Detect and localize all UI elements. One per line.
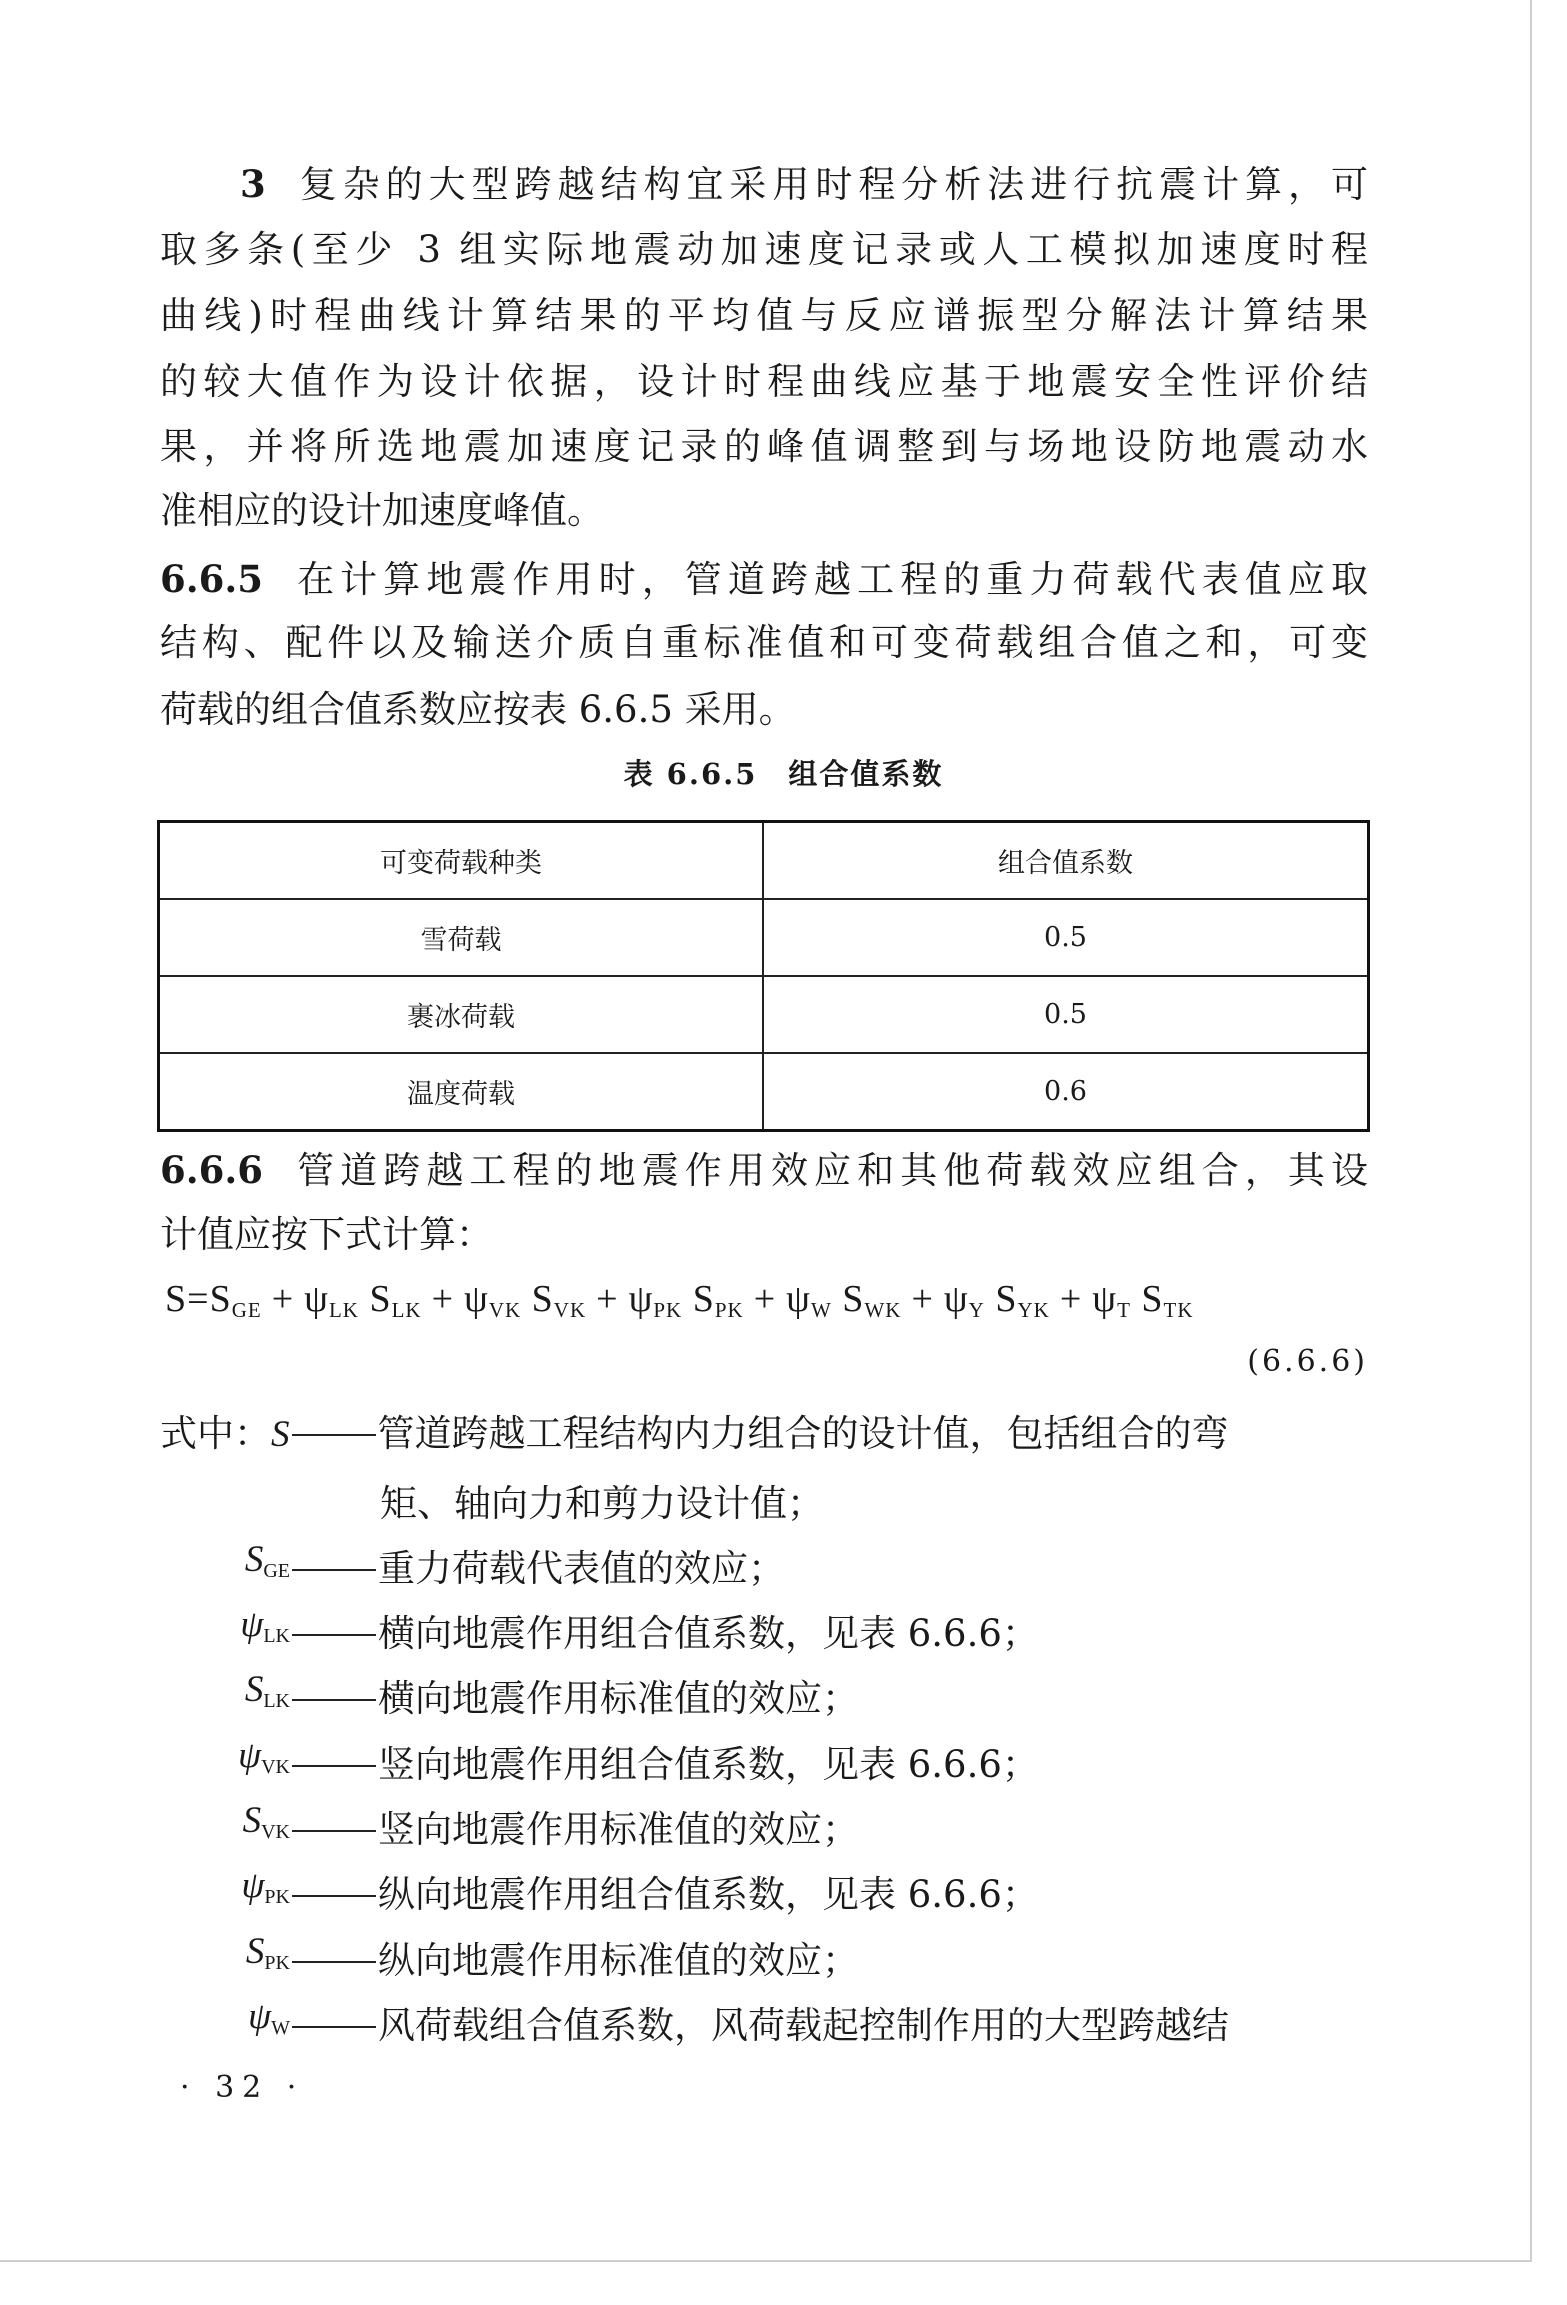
combination-coefficient-table (157, 820, 1370, 1132)
em-dash (292, 1765, 376, 1767)
text: 横向地震作用标准值的效应； (378, 1677, 859, 1720)
section-665-line-1 (160, 554, 1368, 604)
em-dash (292, 2026, 376, 2028)
text: 竖向地震作用组合值系数，见表 6.6.6； (378, 1743, 1039, 1786)
symbol-psi-pk: $\psi_{PK}$ (241, 1865, 290, 1908)
text: 纵向地震作用标准值的效应； (378, 1939, 859, 1982)
table-caption: 表 6.6.5 组合值系数 (623, 757, 944, 791)
table-row (159, 976, 1369, 1053)
symbol-S: S (271, 1414, 290, 1455)
em-dash (292, 1569, 376, 1571)
definition-text (290, 1864, 1039, 1918)
header-cell: 可变荷载种类 (159, 822, 764, 900)
em-dash (292, 1634, 376, 1636)
definition-text (290, 1930, 859, 1984)
definition-text (290, 1799, 859, 1853)
section-number: 6.6.6 (160, 1148, 263, 1192)
page-edge-right (1530, 0, 1532, 2262)
section-665-line-3: 荷载的组合值系数应按表 6.6.5 采用。 (160, 688, 796, 731)
definition-text (290, 1603, 1039, 1657)
clause-number: 3 (240, 162, 266, 206)
text: 重力荷载代表值的效应； (378, 1547, 785, 1590)
definition-text (290, 1538, 785, 1592)
symbol-psi-vk: $\psi_{VK}$ (238, 1735, 290, 1778)
section-665-line-2: 结构、配件以及输送介质自重标准值和可变荷载组合值之和，可变 (160, 621, 1368, 664)
em-dash (292, 1699, 376, 1701)
text: 纵向地震作用组合值系数，见表 6.6.6； (378, 1873, 1039, 1916)
equation-number: (6.6.6) (1247, 1344, 1368, 1379)
definition-text (290, 1734, 1039, 1788)
table-row (159, 1053, 1369, 1131)
where-S-line-1 (160, 1409, 1368, 1459)
table-header-row (159, 822, 1369, 900)
symbol-S-lk: $S_{LK}$ (244, 1669, 290, 1712)
header-cell: 组合值系数 (763, 822, 1369, 900)
symbol-S-pk: $S_{PK}$ (245, 1931, 290, 1974)
table-row (159, 899, 1369, 976)
text: 管道跨越工程的地震作用效应和其他荷载效应组合，其设 (291, 1149, 1368, 1192)
section-666-line-1 (160, 1145, 1368, 1195)
combination-formula: $S=S_{GE} + \psi_{LK}$ $S_{LK} + \psi_{VK}$ $S_{VK} + \psi_{PK}$ $S_{PK} + \psi_W$ $S_{WK} + \psi_Y$ $S_{YK} + \psi_T$ $S_{TK}$ (165, 1278, 1194, 1322)
em-dash (292, 1895, 376, 1897)
symbol-psi-lk: $\psi_{LK}$ (240, 1604, 290, 1647)
definition-text (290, 1668, 859, 1722)
text: 风荷载组合值系数，风荷载起控制作用的大型跨越结 (378, 2004, 1229, 2047)
text: 横向地震作用组合值系数，见表 6.6.6； (378, 1612, 1039, 1655)
clause-3-line-3: 曲线)时程曲线计算结果的平均值与反应谱振型分解法计算结果 (160, 294, 1368, 337)
coefficient-cell: 0.5 (763, 976, 1369, 1053)
load-type-cell: 裹冰荷载 (159, 976, 764, 1053)
em-dash (292, 1830, 376, 1832)
where-prefix: 式中： (160, 1412, 271, 1455)
section-666-line-2: 计值应按下式计算： (160, 1213, 493, 1256)
text: 复杂的大型跨越结构宜采用时程分析法进行抗震计算，可 (293, 163, 1368, 206)
coefficient-cell: 0.5 (763, 899, 1369, 976)
symbol-psi-w: $\psi_W$ (248, 1996, 290, 2039)
load-type-cell: 温度荷载 (159, 1053, 764, 1131)
em-dash (292, 1961, 376, 1963)
symbol-S-vk: $S_{VK}$ (242, 1800, 290, 1843)
page-edge-bottom (0, 2260, 1532, 2262)
text: 在计算地震作用时，管道跨越工程的重力荷载代表值应取 (291, 558, 1368, 601)
page-number: · 32 · (180, 2070, 305, 2105)
text: 管道跨越工程结构内力组合的设计值，包括组合的弯 (377, 1412, 1229, 1455)
load-type-cell: 雪荷载 (159, 899, 764, 976)
clause-3-line-1 (240, 159, 1368, 209)
clause-3-line-5: 果，并将所选地震加速度记录的峰值调整到与场地设防地震动水 (160, 425, 1368, 468)
where-S-line-2: 矩、轴向力和剪力设计值； (380, 1482, 824, 1525)
clause-3-line-4: 的较大值作为设计依据，设计时程曲线应基于地震安全性评价结 (160, 360, 1368, 403)
section-number: 6.6.5 (160, 557, 263, 601)
clause-3-line-2: 取多条(至少 3 组实际地震动加速度记录或人工模拟加速度时程 (160, 228, 1368, 271)
text: 竖向地震作用标准值的效应； (378, 1808, 859, 1851)
definition-text (290, 1995, 1229, 2049)
clause-3-line-6: 准相应的设计加速度峰值。 (160, 489, 604, 532)
em-dash (292, 1434, 376, 1436)
coefficient-cell: 0.6 (763, 1053, 1369, 1131)
symbol-S-ge: $S_{GE}$ (244, 1539, 290, 1582)
